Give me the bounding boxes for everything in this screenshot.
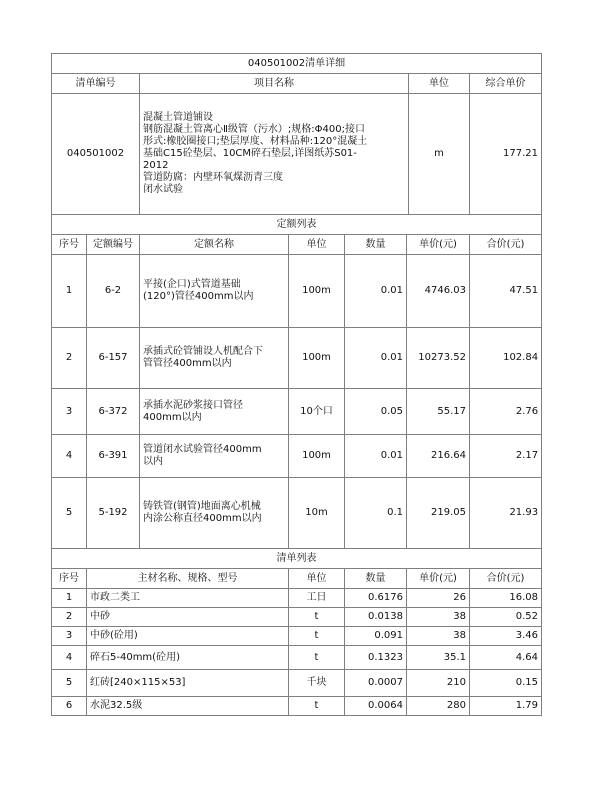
quota-seq: 1 (52, 255, 87, 328)
mat-price: 26 (407, 589, 470, 608)
table-row (52, 646, 542, 670)
quota-total: 47.51 (470, 255, 542, 328)
quota-unit: 100m (289, 435, 345, 478)
mat-price: 35.1 (407, 646, 470, 670)
quota-name-line: 平接(企口)式管道基础 (143, 279, 241, 290)
item-desc-line: 钢筋混凝土管离心Ⅱ级管（污水）;规格:Φ400;接口 (143, 124, 365, 135)
mat-seq: 3 (52, 627, 87, 646)
materials-table (51, 548, 542, 716)
table-row (52, 328, 542, 389)
mat-name: 红砖[240×115×53] (87, 670, 289, 697)
quota-name (140, 328, 289, 389)
item-desc-line: 基础C15砼垫层、10CM碎石垫层,详图纸苏S01- (143, 148, 357, 159)
quota-seq: 2 (52, 328, 87, 389)
quota-table (51, 214, 542, 549)
table-row (52, 255, 542, 328)
mat-seq: 6 (52, 697, 87, 716)
quota-name-line: 内涂公称直径400mm以内 (143, 513, 262, 524)
mat-unit: t (289, 627, 345, 646)
mat-unit: t (289, 697, 345, 716)
table-row (52, 589, 542, 608)
quota-name-line: 承插水泥砂浆接口管径 (143, 399, 243, 411)
quota-code: 6-391 (87, 435, 140, 478)
quota-name (140, 255, 289, 328)
quota-seq: 5 (52, 478, 87, 549)
mat-name: 中砂 (87, 608, 289, 627)
quota-name-line: 承插式砼管铺设人机配合下 (143, 346, 263, 357)
mat-header-seq: 序号 (52, 569, 87, 589)
quota-section-title: 定额列表 (52, 215, 542, 235)
table-row (52, 389, 542, 435)
item-unit: m (409, 94, 470, 215)
quota-total: 102.84 (470, 328, 542, 389)
mat-header-total: 合价(元) (470, 569, 542, 589)
quota-seq: 4 (52, 435, 87, 478)
mat-name: 碎石5-40mm(砼用) (87, 646, 289, 670)
quota-seq: 3 (52, 389, 87, 435)
item-desc-line: 2012 (143, 160, 169, 171)
mat-header-name: 主材名称、规格、型号 (87, 569, 289, 589)
header-name: 项目名称 (140, 74, 409, 94)
header-code: 清单编号 (52, 74, 140, 94)
item-description (140, 94, 409, 215)
quota-total: 2.17 (470, 435, 542, 478)
mat-header-qty: 数量 (345, 569, 407, 589)
quota-qty: 0.01 (345, 328, 407, 389)
quota-unit: 100m (289, 328, 345, 389)
quota-price: 10273.52 (407, 328, 470, 389)
quota-header-code: 定额编号 (87, 235, 140, 255)
quota-price: 219.05 (407, 478, 470, 549)
quota-header-total: 合价(元) (470, 235, 542, 255)
mat-seq: 4 (52, 646, 87, 670)
item-desc-line: 闭水试验 (143, 184, 183, 195)
table-row (52, 435, 542, 478)
mat-seq: 2 (52, 608, 87, 627)
mat-price: 280 (407, 697, 470, 716)
quota-header-row (52, 235, 542, 255)
mat-total: 0.15 (470, 670, 542, 697)
item-price: 177.21 (470, 94, 542, 215)
quota-qty: 0.05 (345, 389, 407, 435)
quota-price: 55.17 (407, 389, 470, 435)
mat-qty: 0.6176 (345, 589, 407, 608)
quota-qty: 0.01 (345, 435, 407, 478)
mat-qty: 0.091 (345, 627, 407, 646)
quota-price: 216.64 (407, 435, 470, 478)
mat-qty: 0.0138 (345, 608, 407, 627)
quota-code: 6-2 (87, 255, 140, 328)
quota-unit: 10个口 (289, 389, 345, 435)
materials-header-row (52, 569, 542, 589)
quota-name-line: 铸铁管(钢管)地面离心机械 (143, 501, 261, 512)
quota-name (140, 389, 289, 435)
item-desc-line: 管道防腐：内壁环氧煤沥青三度 (143, 172, 283, 183)
quota-code: 5-192 (87, 478, 140, 549)
bill-title-row (52, 54, 542, 74)
quota-header-seq: 序号 (52, 235, 87, 255)
quota-name-line: (120°)管径400mm以内 (143, 291, 254, 302)
mat-name: 市政二类工 (87, 589, 289, 608)
materials-title-row (52, 549, 542, 569)
quota-price: 4746.03 (407, 255, 470, 328)
item-desc-line: 形式:橡胶圈接口;垫层厚度、材料品种:120°混凝土 (143, 136, 368, 147)
quota-unit: 10m (289, 478, 345, 549)
mat-unit: t (289, 646, 345, 670)
table-row (52, 697, 542, 716)
mat-price: 38 (407, 627, 470, 646)
quota-total: 2.76 (470, 389, 542, 435)
mat-qty: 0.0064 (345, 697, 407, 716)
quota-name-line: 400mm以内 (143, 411, 202, 423)
mat-name: 中砂(砼用) (87, 627, 289, 646)
quota-header-qty: 数量 (345, 235, 407, 255)
mat-total: 0.52 (470, 608, 542, 627)
bill-item-row (52, 94, 542, 215)
quota-name-line: 以内 (143, 456, 163, 467)
mat-price: 38 (407, 608, 470, 627)
mat-total: 3.46 (470, 627, 542, 646)
quota-qty: 0.01 (345, 255, 407, 328)
mat-unit: 工日 (289, 589, 345, 608)
mat-price: 210 (407, 670, 470, 697)
quota-header-name: 定额名称 (140, 235, 289, 255)
mat-total: 16.08 (470, 589, 542, 608)
mat-header-unit: 单位 (289, 569, 345, 589)
table-row (52, 627, 542, 646)
quota-name-line: 管管径400mm以内 (143, 358, 232, 369)
materials-section-title: 清单列表 (52, 549, 542, 569)
mat-total: 4.64 (470, 646, 542, 670)
table-row (52, 478, 542, 549)
quota-name-line: 管道闭水试验管径400mm (143, 444, 262, 455)
mat-unit: t (289, 608, 345, 627)
mat-qty: 0.1323 (345, 646, 407, 670)
quota-unit: 100m (289, 255, 345, 328)
quota-name (140, 478, 289, 549)
quota-header-unit: 单位 (289, 235, 345, 255)
mat-unit: 千块 (289, 670, 345, 697)
item-code: 040501002 (52, 94, 140, 215)
bill-header-row (52, 74, 542, 94)
table-row (52, 608, 542, 627)
mat-seq: 5 (52, 670, 87, 697)
item-desc-line: 混凝土管道铺设 (143, 112, 213, 123)
quota-code: 6-372 (87, 389, 140, 435)
mat-header-price: 单价(元) (407, 569, 470, 589)
bill-title: 040501002清单详细 (52, 54, 542, 74)
quota-header-price: 单价(元) (407, 235, 470, 255)
header-unit: 单位 (409, 74, 470, 94)
table-row (52, 670, 542, 697)
mat-qty: 0.0007 (345, 670, 407, 697)
mat-name: 水泥32.5级 (87, 697, 289, 716)
quota-title-row (52, 215, 542, 235)
mat-total: 1.79 (470, 697, 542, 716)
quota-qty: 0.1 (345, 478, 407, 549)
quota-code: 6-157 (87, 328, 140, 389)
mat-seq: 1 (52, 589, 87, 608)
bill-item-table (51, 53, 542, 215)
quota-total: 21.93 (470, 478, 542, 549)
header-price: 综合单价 (470, 74, 542, 94)
quota-name (140, 435, 289, 478)
